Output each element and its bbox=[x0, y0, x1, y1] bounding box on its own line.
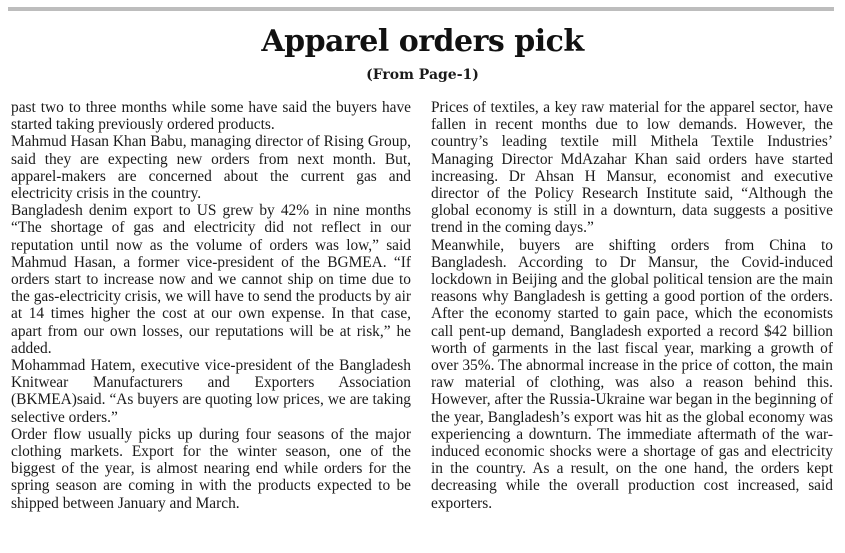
paragraph: Mohammad Hatem, executive vice-president of the Bangladesh Knitwear Manufacturers and Exporters Association (BKMEA)said. “As buyers are quoting low prices, we are taking selective orders.” bbox=[11, 357, 411, 426]
headline: Apparel orders pick bbox=[261, 24, 584, 59]
paragraph: Order flow usually picks up during four seasons of the major clothing markets. Export for the winter season, one of the biggest of the year, is almost nearing end while orders for the spring season are coming in with the products expected to be shipped between January and March. bbox=[11, 425, 411, 512]
paragraph: Meanwhile, buyers are shifting orders from China to Bangladesh. According to Dr Mansur, the Covid-induced lockdown in Beijing and the global political tension are the main reasons why Bangladesh is getting a good portion of the orders. After the economy started to gain pace, which the economists call pent-up demand, Bangladesh exported a record $42 billion worth of garments in the last fiscal year, marking a growth of over 35%. The abnormal increase in the price of cotton, the main raw material of clothing, was also a reason behind this. However, after the Russia-Ukraine war began in the beginning of the year, Bangladesh’s export was hit as the global economy was experiencing a downturn. The immediate aftermath of the war-induced economic shocks were a shortage of gas and electricity in the country. As a result, on the one hand, the orders kept decreasing while the overall production cost increased, said exporters. bbox=[431, 236, 833, 512]
paragraph: past two to three months while some have said the buyers have started taking previously ordered products. bbox=[11, 99, 411, 134]
paragraph: Mahmud Hasan Khan Babu, managing director of Rising Group, said they are expecting new orders from next month. But, apparel-makers are concerned about the current gas and electricity crisis in the country. bbox=[11, 133, 411, 203]
right-column bbox=[431, 99, 833, 512]
left-column bbox=[11, 99, 411, 512]
paragraph: Prices of textiles, a key raw material for the apparel sector, have fallen in recent months due to low demands. However, the country’s leading textile mill Mithela Textile Industries’ Managing Director MdAzahar Khan said orders have started increasing. Dr Ahsan H Mansur, economist and executive director of the Policy Research Institute said, “Although the global economy is still in a downturn, data suggests a positive trend in the coming days.” bbox=[431, 99, 833, 237]
paragraph: Bangladesh denim export to US grew by 42% in nine months “The shortage of gas and electricity did not reflect in our reputation until now as the volume of orders was low,” said Mahmud Hasan, a former vice-president of the BGMEA. “If orders start to increase now and we cannot ship on time due to the gas-electricity crisis, we will have to send the products by air at 14 times higher the cost at our own expense. In that case, apart from our own losses, our reputations will be at risk,” he added. bbox=[11, 202, 411, 357]
continuation-label: (From Page-1) bbox=[366, 67, 479, 83]
top-rule bbox=[8, 7, 834, 11]
